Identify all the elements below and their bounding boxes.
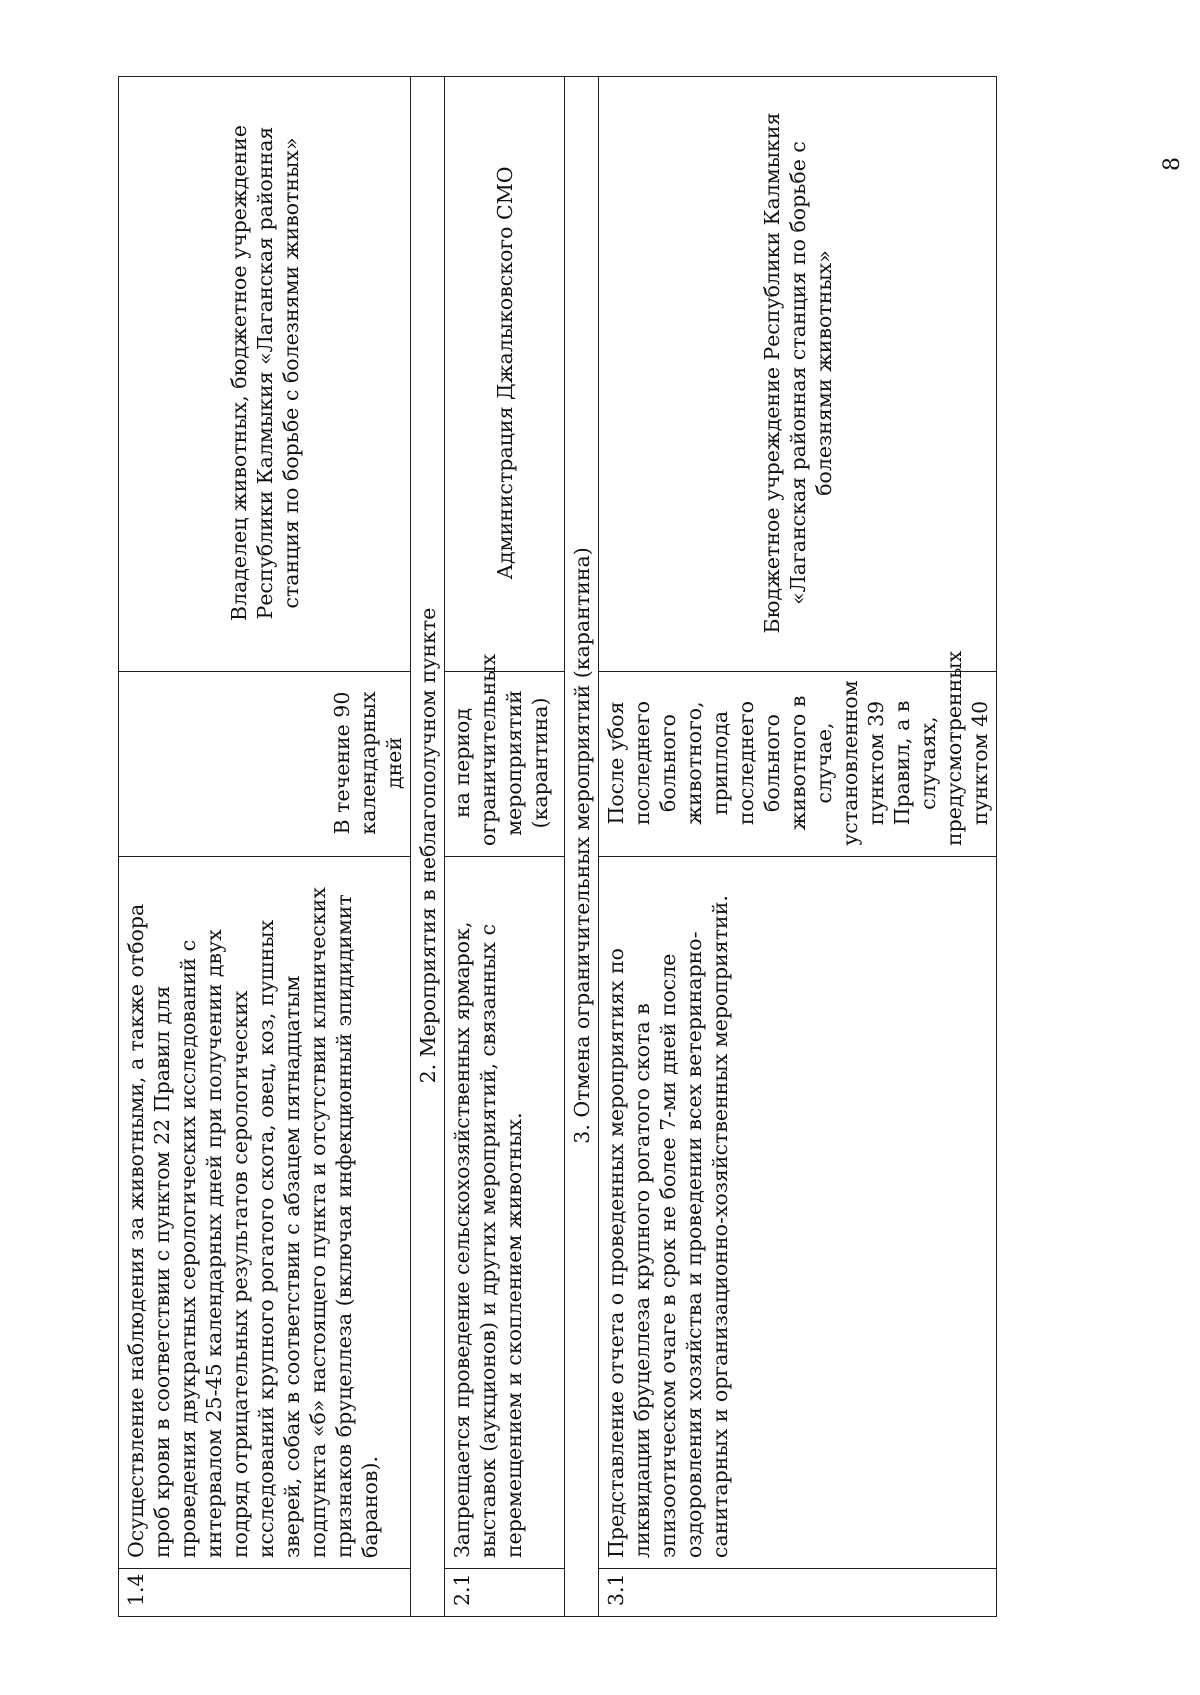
section-heading: 2. Мероприятия в неблагополучном пункте bbox=[411, 77, 445, 1617]
measures-table bbox=[118, 76, 997, 1617]
table-row bbox=[599, 77, 997, 1617]
section-heading: 3. Отмена ограничительных мероприятий (карантина) bbox=[565, 77, 599, 1617]
responsible-text: Владелец животных, бюджетное учреждение Республики Калмыкия «Лаганская районная станция по борьбе с болезнями животных» bbox=[119, 77, 411, 672]
row-number: 3.1 bbox=[599, 1569, 997, 1617]
measure-text: Представление отчета о проведенных мероприятиях по ликвидации бруцеллеза крупного рогатого скота в эпизоотическом очаге в срок не более 7-ми дней после оздоровления хозяйства и проведении всех ветеринарно-санитарных и организационно-хозяйственных мероприятий. bbox=[599, 857, 997, 1569]
table-row bbox=[445, 77, 565, 1617]
responsible-text: Бюджетное учреждение Республики Калмыкия «Лаганская районная станция по борьбе с болезнями животных» bbox=[599, 77, 997, 672]
table-row bbox=[119, 77, 411, 1617]
row-number: 1.4 bbox=[119, 1569, 411, 1617]
term-text: на период ограничительных мероприятий (карантина) bbox=[445, 672, 565, 857]
rotated-page bbox=[118, 77, 1185, 1617]
measure-text: Запрещается проведение сельскохозяйственных ярмарок, выставок (аукционов) и других мероприятий, связанных с перемещением и скоплением животных. bbox=[445, 857, 565, 1569]
section-row bbox=[565, 77, 599, 1617]
measure-text: Осуществление наблюдения за животными, а также отбора проб крови в соответствии с пунктом 22 Правил для проведения двукратных серологических исследований с интервалом 25-45 календарных дней при получении двух подряд отрицательных результатов серологических исследований крупного рогатого скота, овец, коз, пушных зверей, собак в соответствии с абзацем пятнадцатым подпункта «б» настоящего пункта и отсутствии клинических признаков бруцеллеза (включая инфекционный эпидидимит баранов). bbox=[119, 857, 411, 1569]
section-row bbox=[411, 77, 445, 1617]
page-number: 8 bbox=[1160, 157, 1185, 171]
responsible-text: Администрация Джалыковского СМО bbox=[445, 77, 565, 672]
term-text: После убоя последнего больного животного, приплода последнего больного животного в случае, установленном пунктом 39 Правил, а в случаях, предусмотренных пунктом 40 bbox=[599, 672, 997, 857]
term-text: В течение 90 календарных дней bbox=[119, 672, 411, 857]
row-number: 2.1 bbox=[445, 1569, 565, 1617]
